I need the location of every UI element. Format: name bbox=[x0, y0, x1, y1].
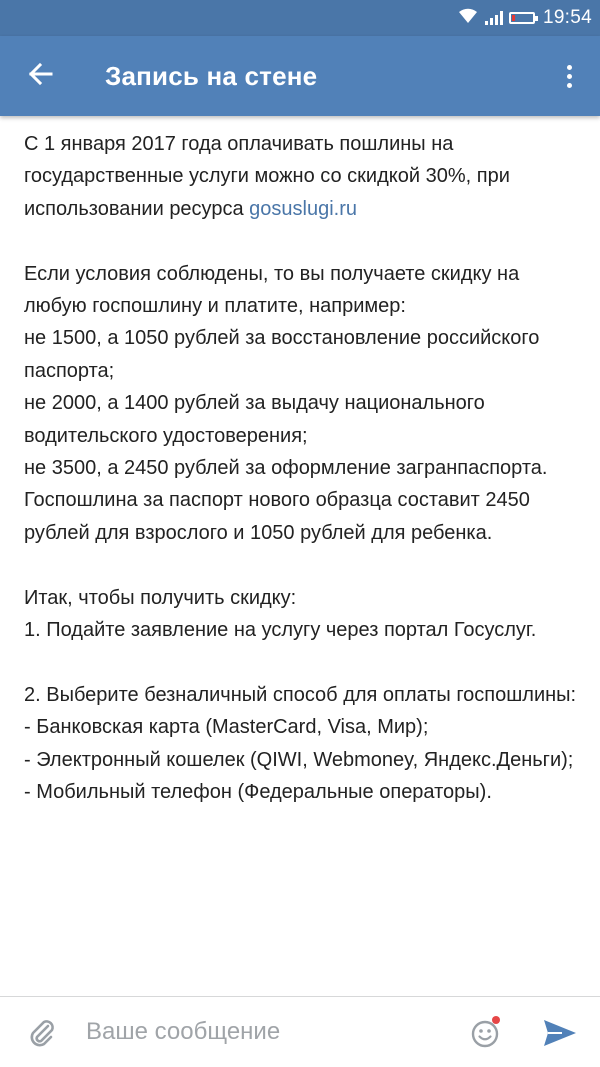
post-body bbox=[24, 128, 584, 808]
gosuslugi-link[interactable]: gosuslugi.ru bbox=[249, 197, 357, 220]
arrow-left-icon bbox=[27, 62, 53, 91]
status-icons bbox=[457, 0, 592, 36]
post-line: - Мобильный телефон (Федеральные операторы). bbox=[24, 781, 492, 804]
emoji-button[interactable] bbox=[470, 1015, 504, 1049]
message-input[interactable] bbox=[86, 1011, 446, 1053]
back-button[interactable] bbox=[18, 54, 62, 98]
wifi-icon bbox=[457, 8, 479, 29]
app-bar bbox=[0, 36, 600, 116]
post-line: 1. Подайте заявление на услугу через портал Госуслуг. bbox=[24, 619, 537, 642]
send-button[interactable] bbox=[542, 1017, 578, 1049]
notification-dot bbox=[492, 1016, 500, 1024]
signal-icon bbox=[485, 11, 503, 25]
post-line: не 3500, а 2450 рублей за оформление загранпаспорта. bbox=[24, 457, 548, 480]
compose-bar bbox=[0, 996, 600, 1067]
post-line: Если условия соблюдены, то вы получаете скидку на любую госпошлину и платите, например: bbox=[24, 262, 520, 318]
page-title: Запись на стене bbox=[105, 61, 318, 91]
post-line: 2. Выберите безналичный способ для оплаты госпошлины: bbox=[24, 683, 577, 706]
status-time: 19:54 bbox=[542, 7, 592, 28]
paperclip-icon bbox=[26, 1036, 58, 1053]
post-line: Итак, чтобы получить скидку: bbox=[24, 586, 297, 609]
post-line: Госпошлина за паспорт нового образца составит 2450 рублей для взрослого и 1050 рублей для ребенка. bbox=[24, 489, 530, 544]
attach-button[interactable] bbox=[26, 1017, 58, 1049]
post-line: не 2000, а 1400 рублей за выдачу национального водительского удостоверения; bbox=[24, 392, 485, 447]
status-bar bbox=[0, 0, 600, 36]
send-icon bbox=[542, 1036, 578, 1053]
post-line: - Электронный кошелек (QIWI, Webmoney, Яндекс.Деньги); bbox=[24, 748, 574, 771]
smiley-icon bbox=[470, 1036, 504, 1053]
more-options-button[interactable] bbox=[552, 54, 586, 98]
more-vertical-icon bbox=[567, 65, 572, 70]
post-line: не 1500, а 1050 рублей за восстановление российского паспорта; bbox=[24, 327, 540, 382]
post-intro: С 1 января 2017 года оплачивать пошлины на государственные услуги можно со скидкой 30%, при использовании ресурса gosuslugi.ru bbox=[24, 133, 510, 220]
battery-level bbox=[512, 15, 515, 21]
battery-icon bbox=[509, 12, 535, 24]
post-line: - Банковская карта (MasterCard, Visa, Мир); bbox=[24, 716, 429, 739]
